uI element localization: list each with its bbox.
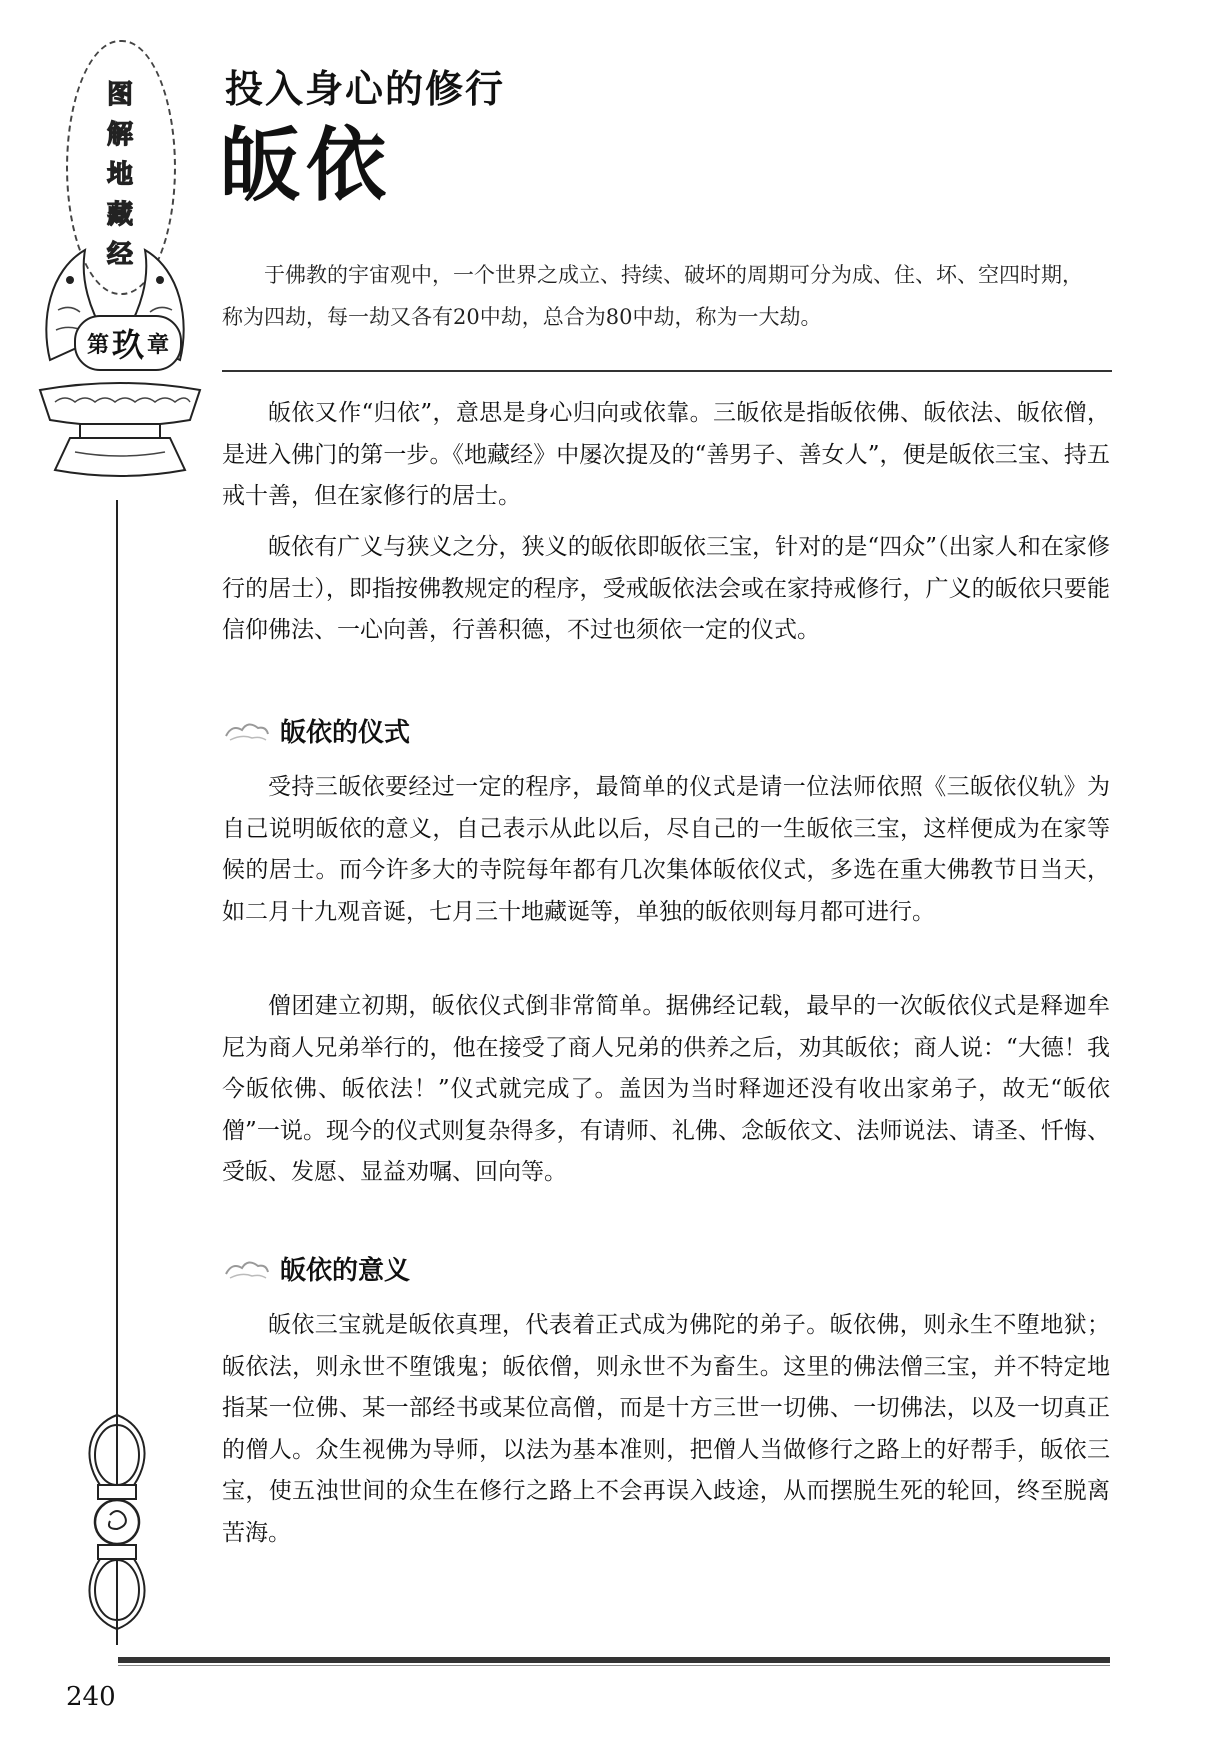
book-title-char: 地 [106,160,133,190]
page-number: 240 [66,1682,116,1712]
body-paragraph: 皈依有广义与狭义之分，狭义的皈依即皈依三宝，针对的是“四众”（出家人和在家修行的居士），即指按佛教规定的程序，受戒皈依法会或在家持戒修行，广义的皈依只要能信仰佛法、一心向善，行善积德，不过也须依一定的仪式。 [222,534,1110,643]
section-supertitle: 投入身心的修行 [225,67,506,111]
book-title-char: 解 [106,120,133,150]
body-paragraph: 僧团建立初期，皈依仪式倒非常简单。据佛经记载，最早的一次皈依仪式是释迦牟尼为商人兄弟举行的，他在接受了商人兄弟的供养之后，劝其皈依；商人说：“大德！我今皈依佛、皈依法！”仪式就完成了。盖因为当时释迦还没有收出家弟子，故无“皈依僧”一说。现今的仪式则复杂得多，有请师、礼佛、念皈依文、法师说法、请圣、忏悔、受皈、发愿、显益劝嘱、回向等。 [222,993,1110,1185]
vajra-ornament-icon [70,1395,165,1650]
body-paragraph: 受持三皈依要经过一定的程序，最简单的仪式是请一位法师依照《三皈依仪轨》为自己说明皈依的意义，自己表示从此以后，尽自己的一生皈依三宝，这样便成为在家等候的居士。而今许多大的寺院每年都有几次集体皈依仪式，多选在重大佛教节日当天，如二月十九观音诞，七月三十地藏诞等，单独的皈依则每月都可进行。 [222,774,1110,925]
cloud-ornament-icon [222,1254,272,1284]
book-title-char: 图 [106,80,133,110]
lotus-pedestal-icon [30,380,210,490]
sidebar-vertical-line [116,500,118,1480]
intro-paragraph: 于佛教的宇宙观中，一个世界之成立、持续、破坏的周期可分为成、住、坏、空四时期，称为四劫，每一劫又各有20中劫，总合为80中劫，称为一大劫。 [222,263,1083,329]
chapter-suffix: 章 [147,332,170,358]
section-heading-text: 皈依的意义 [280,1256,411,1286]
chapter-prefix: 第 [86,332,109,358]
chapter-number: 玖 [111,326,144,364]
footer-rule [118,1657,1110,1663]
footer-rule-thin [118,1665,1110,1666]
section-heading-text: 皈依的仪式 [280,718,411,748]
cloud-ornament-icon [222,716,272,746]
header-divider [222,370,1112,372]
body-paragraph: 皈依三宝就是皈依真理，代表着正式成为佛陀的弟子。皈依佛，则永生不堕地狱；皈依法，则永世不堕饿鬼；皈依僧，则永世不为畜生。这里的佛法僧三宝，并不特定地指某一位佛、某一部经书或某位高僧，而是十方三世一切佛、一切佛法，以及一切真正的僧人。众生视佛为导师，以法为基本准则，把僧人当做修行之路上的好帮手，皈依三宝，使五浊世间的众生在修行之路上不会再误入歧途，从而摆脱生死的轮回，终至脱离苦海。 [222,1312,1110,1546]
chapter-badge [74,315,182,371]
section-heading [222,1250,410,1287]
book-title-char: 藏 [106,200,133,230]
book-title-char: 经 [106,240,133,270]
section-heading [222,712,410,749]
body-paragraph: 皈依又作“归依”，意思是身心归向或依靠。三皈依是指皈依佛、皈依法、皈依僧，是进入佛门的第一步。《地藏经》中屡次提及的“善男子、善女人”，便是皈依三宝、持五戒十善，但在家修行的居士。 [222,400,1110,509]
page-title: 皈依 [220,119,392,212]
